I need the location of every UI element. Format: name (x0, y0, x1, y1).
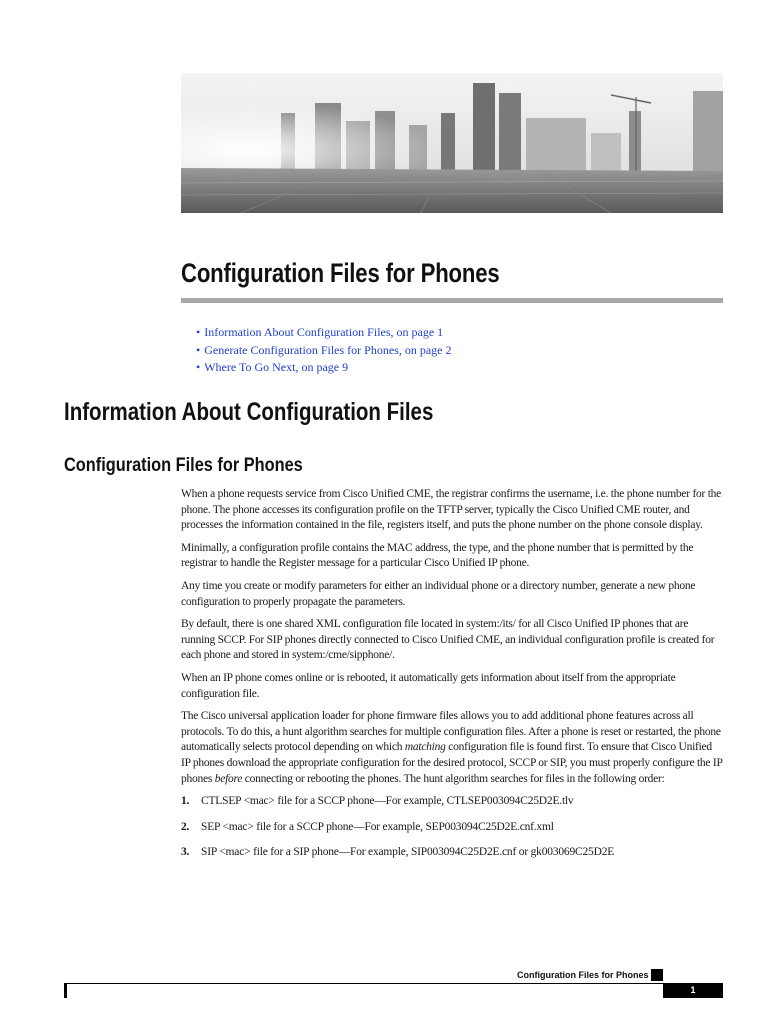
banner-image (181, 73, 723, 213)
list-item (181, 845, 723, 861)
footer-marker (651, 969, 663, 981)
text-run: connecting or rebooting the phones. The hunt algorithm searches for files in the following order: (242, 772, 665, 785)
hunt-paragraph (181, 709, 723, 787)
paragraph: Any time you create or modify parameters for either an individual phone or a directory number, generate a new phone configuration to properly propagate the parameters. (181, 579, 696, 608)
paragraph: When a phone requests service from Cisco Unified CME, the registrar confirms the username, i.e. the phone number for the phone. The phone accesses its configuration profile on the TFTP server, typically the Cisco Unified CME router, and processes the information contained in the file, registers itself, and puts the phone number on the phone console display. (181, 488, 722, 532)
list-item (181, 820, 723, 836)
step-number: 2. (181, 820, 190, 833)
bullet: • (196, 325, 201, 339)
step-number: 1. (181, 795, 190, 808)
hunt-order-list (181, 794, 723, 861)
bullet: • (196, 342, 201, 357)
footer-chapter-label: Configuration Files for Phones (517, 970, 649, 980)
text-run: The Cisco universal application loader for phone firmware files allows you to add additional phone features across all protocols. To do this, a hunt algorithm searches for multiple configuration files. After a phone is reset or restarted, the phone automatically selects protocol depending on which (181, 710, 721, 754)
emphasis-before: before (214, 772, 243, 785)
list-item (181, 794, 723, 810)
toc-link-where-next[interactable]: Where To Go Next, on page 9 (204, 360, 349, 374)
chapter-toc (196, 324, 451, 377)
section-heading: Information About Configuration Files (64, 398, 434, 426)
step-number: 3. (181, 846, 190, 859)
paragraph: Minimally, a configuration profile contains the MAC address, the type, and the phone number that is permitted by the registrar to handle the Register message for a particular Cisco Unified IP phone. (181, 541, 694, 570)
toc-item (196, 359, 451, 377)
bullet: • (196, 360, 201, 374)
text-run: configuration file is found first. To ensure that Cisco Unified IP phones download the appropriate configuration for the desired protocol, SCCP or SIP, you must properly configure the IP phones (181, 741, 723, 785)
step-text: SIP <mac> file for a SIP phone—For example, SIP003094C25D2E.cnf or gk003069C25D2E (201, 846, 615, 859)
footer-rule (64, 983, 723, 984)
paragraph: By default, there is one shared XML configuration file located in system:/its/ for all Cisco Unified IP phones that are running SCCP. For SIP phones directly connected to Cisco Unified CME, an individual configuration profile is created for each phone and stored in system:/cme/sipphone/. (181, 618, 715, 662)
subsection-heading: Configuration Files for Phones (64, 455, 303, 476)
page-number: 1 (663, 983, 723, 998)
step-text: SEP <mac> file for a SCCP phone—For example, SEP003094C25D2E.cnf.xml (201, 820, 554, 833)
toc-item (196, 324, 451, 342)
toc-link-generate[interactable]: Generate Configuration Files for Phones, on page 2 (204, 342, 452, 357)
toc-item (196, 342, 451, 360)
toc-link-information[interactable]: Information About Configuration Files, on page 1 (204, 325, 444, 339)
footer-tick (64, 984, 67, 998)
step-text: CTLSEP <mac> file for a SCCP phone—For example, CTLSEP003094C25D2E.tlv (201, 795, 574, 808)
emphasis-matching: matching (404, 741, 446, 754)
chapter-title: Configuration Files for Phones (181, 258, 500, 288)
body-text (181, 487, 723, 871)
title-rule (181, 298, 723, 303)
paragraph: When an IP phone comes online or is rebooted, it automatically gets information about itself from the appropriate configuration file. (181, 671, 676, 700)
